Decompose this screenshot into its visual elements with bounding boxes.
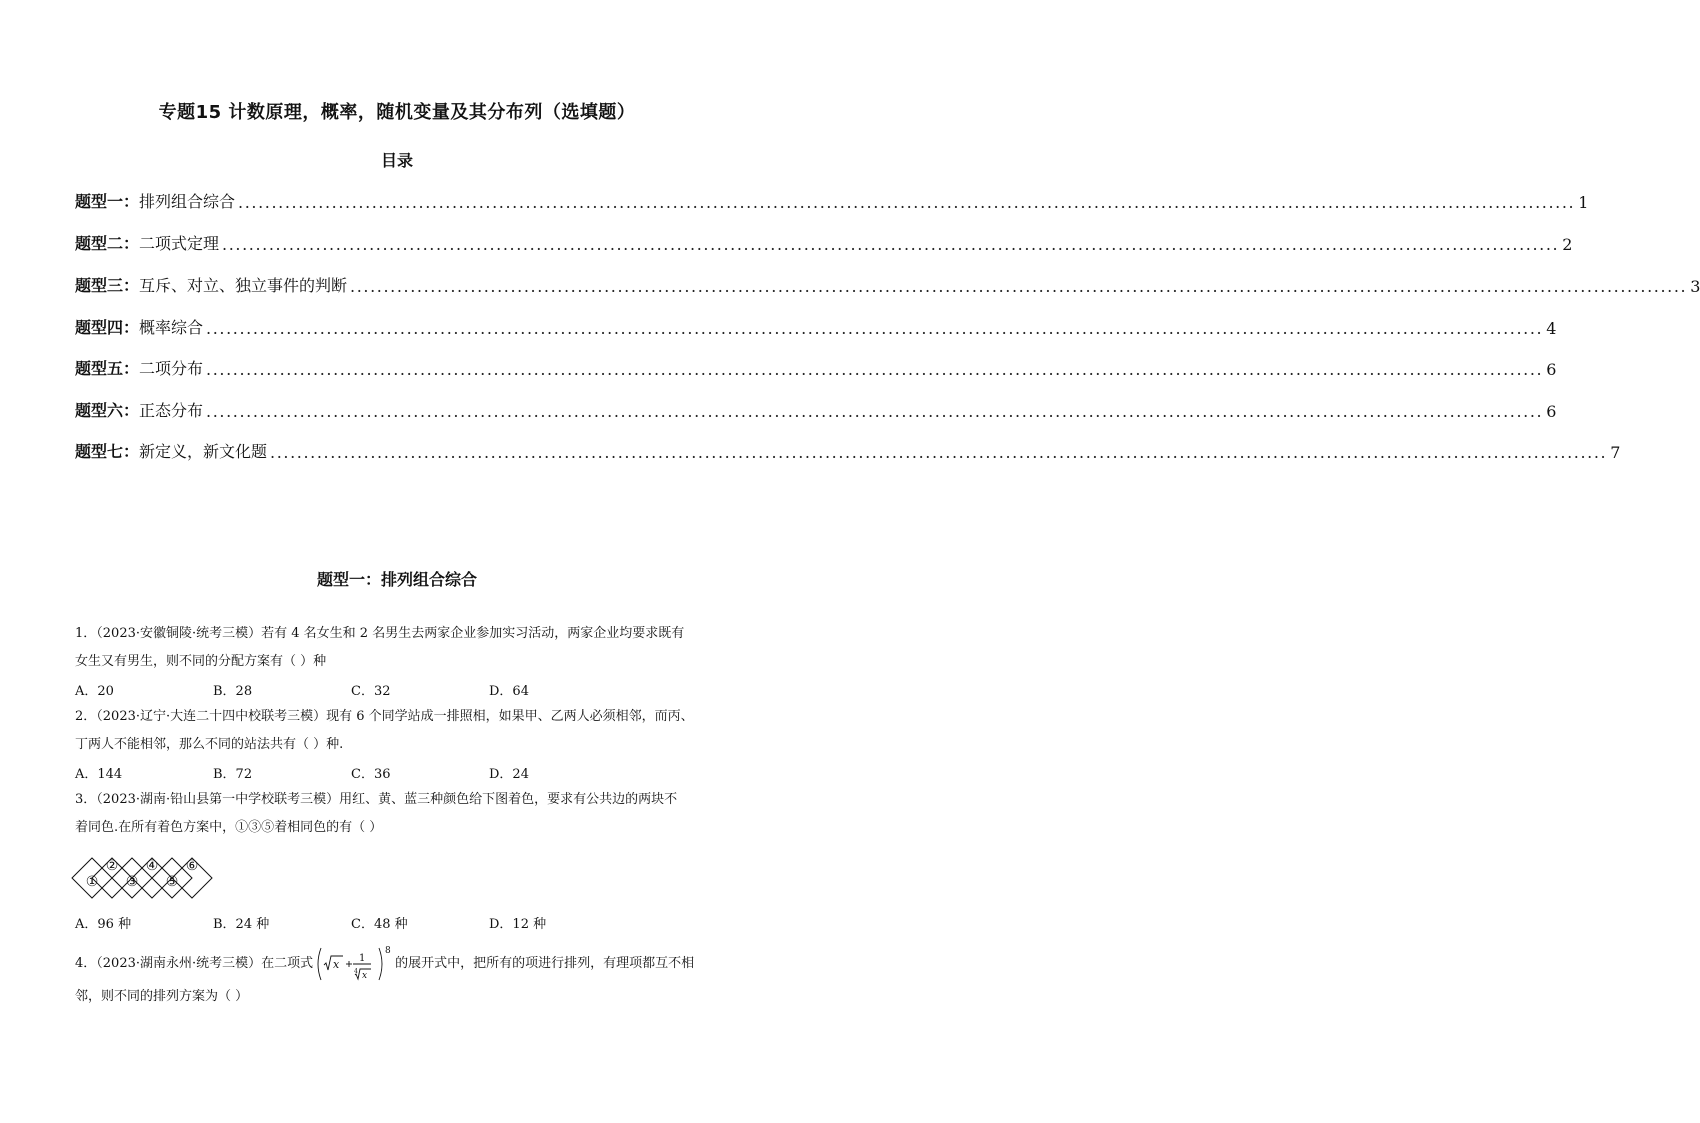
option-d: D．24 — [489, 767, 529, 782]
toc-entry-text: 新定义，新文化题 — [139, 442, 268, 461]
question-3 — [75, 786, 725, 842]
toc-entry-label: 题型三： — [75, 276, 140, 295]
toc-leader-dots: ........................................................................................................................................................................................................ — [206, 360, 1544, 379]
question-4-post: 的展开式中，把所有的项进行排列，有理项都互不相 — [395, 956, 695, 971]
toc-page-number: 6 — [1546, 402, 1557, 421]
section-heading: 题型一：排列组合综合 — [316, 570, 477, 589]
option-c: C．32 — [351, 684, 391, 699]
figure-label-1: ① — [85, 874, 99, 890]
toc-page-number: 4 — [1546, 319, 1557, 338]
option-a: A．96 种 — [75, 917, 132, 932]
toc-entry[interactable] — [75, 190, 1589, 212]
question-3-options — [75, 913, 725, 932]
toc-entry-text: 概率综合 — [139, 318, 204, 337]
toc-page-number: 6 — [1546, 360, 1557, 379]
toc-entry-title — [75, 398, 203, 421]
root-index: 4 — [354, 968, 358, 975]
toc-entry-label: 题型六： — [75, 401, 140, 420]
figure-label-3: ③ — [125, 874, 139, 890]
question-4-line-2: 邻，则不同的排列方案为（ ） — [75, 989, 249, 1004]
question-2 — [75, 703, 725, 759]
option-a: A．20 — [75, 684, 114, 699]
toc-entry-label: 题型四： — [75, 318, 140, 337]
question-2-line-1: 2．（2023·辽宁·大连二十四中校联考三模）现有 6 个同学站成一排照相，如果甲、乙两人必须相邻，而丙、 — [75, 709, 694, 724]
toc-entry-label: 题型五： — [75, 359, 140, 378]
toc-leader-dots: ........................................................................................................................................................................................................ — [350, 277, 1688, 296]
question-1-line-2: 女生又有男生，则不同的分配方案有（ ）种 — [75, 654, 327, 669]
toc-entry[interactable] — [75, 274, 1700, 296]
figure-label-5: ⑤ — [165, 874, 179, 890]
question-2-options — [75, 763, 725, 782]
toc-entry-title — [75, 356, 203, 379]
toc-entry[interactable] — [75, 399, 1557, 421]
toc-entry[interactable] — [75, 316, 1557, 338]
toc-entry-label: 题型七： — [75, 442, 140, 461]
toc-entry-label: 题型二： — [75, 234, 140, 253]
toc-leader-dots: ........................................................................................................................................................................................................ — [206, 402, 1544, 421]
option-c: C．36 — [351, 767, 391, 782]
option-b: B．28 — [213, 684, 253, 699]
toc-leader-dots: ........................................................................................................................................................................................................ — [222, 235, 1560, 254]
toc-page-number: 2 — [1562, 235, 1573, 254]
toc-entry-text: 二项式定理 — [139, 234, 220, 253]
toc-entry-title — [75, 189, 235, 212]
question-1-line-1: 1．（2023·安徽铜陵·统考三模）若有 4 名女生和 2 名男生去两家企业参加实习活动，两家企业均要求既有 — [75, 626, 685, 641]
binomial-expression — [315, 944, 393, 984]
toc-entry-title — [75, 273, 347, 296]
question-3-line-2: 着同色.在所有着色方案中，①③⑤着相同色的有（ ） — [75, 820, 383, 835]
toc-entry-text: 正态分布 — [139, 401, 204, 420]
toc-heading: 目录 — [380, 151, 413, 170]
toc-leader-dots: ........................................................................................................................................................................................................ — [238, 193, 1576, 212]
question-4-pre: 4．（2023·湖南永州·统考三模）在二项式 — [75, 956, 314, 971]
toc-entry[interactable] — [75, 232, 1573, 254]
toc-leader-dots: ........................................................................................................................................................................................................ — [270, 443, 1608, 462]
question-2-line-2: 丁两人不能相邻，那么不同的站法共有（ ）种. — [75, 737, 344, 752]
question-3-line-1: 3．（2023·湖南·铅山县第一中学校联考三模）用红、黄、蓝三种颜色给下图着色，要求有公共边的两块不 — [75, 792, 678, 807]
option-d: D．12 种 — [489, 917, 547, 932]
numerator: 1 — [359, 953, 366, 964]
toc-entry-title — [75, 231, 219, 254]
figure-label-2: ② — [105, 858, 119, 874]
toc-page-number: 3 — [1690, 277, 1700, 296]
option-d: D．64 — [489, 684, 529, 699]
option-b: B．72 — [213, 767, 253, 782]
toc-entry-text: 互斥、对立、独立事件的判断 — [139, 276, 348, 295]
exponent: 8 — [385, 946, 391, 956]
coloring-figure — [72, 854, 212, 902]
radicand-x: x — [333, 958, 340, 971]
toc-entry-text: 二项分布 — [139, 359, 204, 378]
option-c: C．48 种 — [351, 917, 408, 932]
figure-label-4: ④ — [145, 858, 159, 874]
figure-label-6: ⑥ — [185, 858, 199, 874]
toc-entry[interactable] — [75, 357, 1557, 379]
question-1 — [75, 620, 725, 676]
option-b: B．24 种 — [213, 917, 270, 932]
option-a: A．144 — [75, 767, 123, 782]
toc-page-number: 7 — [1610, 443, 1621, 462]
denominator-radicand: x — [362, 971, 368, 981]
toc-leader-dots: ........................................................................................................................................................................................................ — [206, 319, 1544, 338]
question-1-options — [75, 680, 725, 699]
toc-entry-text: 排列组合综合 — [139, 192, 236, 211]
document-title: 专题15 计数原理，概率，随机变量及其分布列（选填题） — [158, 102, 636, 123]
toc-page-number: 1 — [1578, 193, 1589, 212]
toc-entry-label: 题型一： — [75, 192, 140, 211]
toc-entry-title — [75, 439, 267, 462]
toc-entry[interactable] — [75, 440, 1621, 462]
toc-entry-title — [75, 315, 203, 338]
question-4 — [75, 946, 725, 1012]
